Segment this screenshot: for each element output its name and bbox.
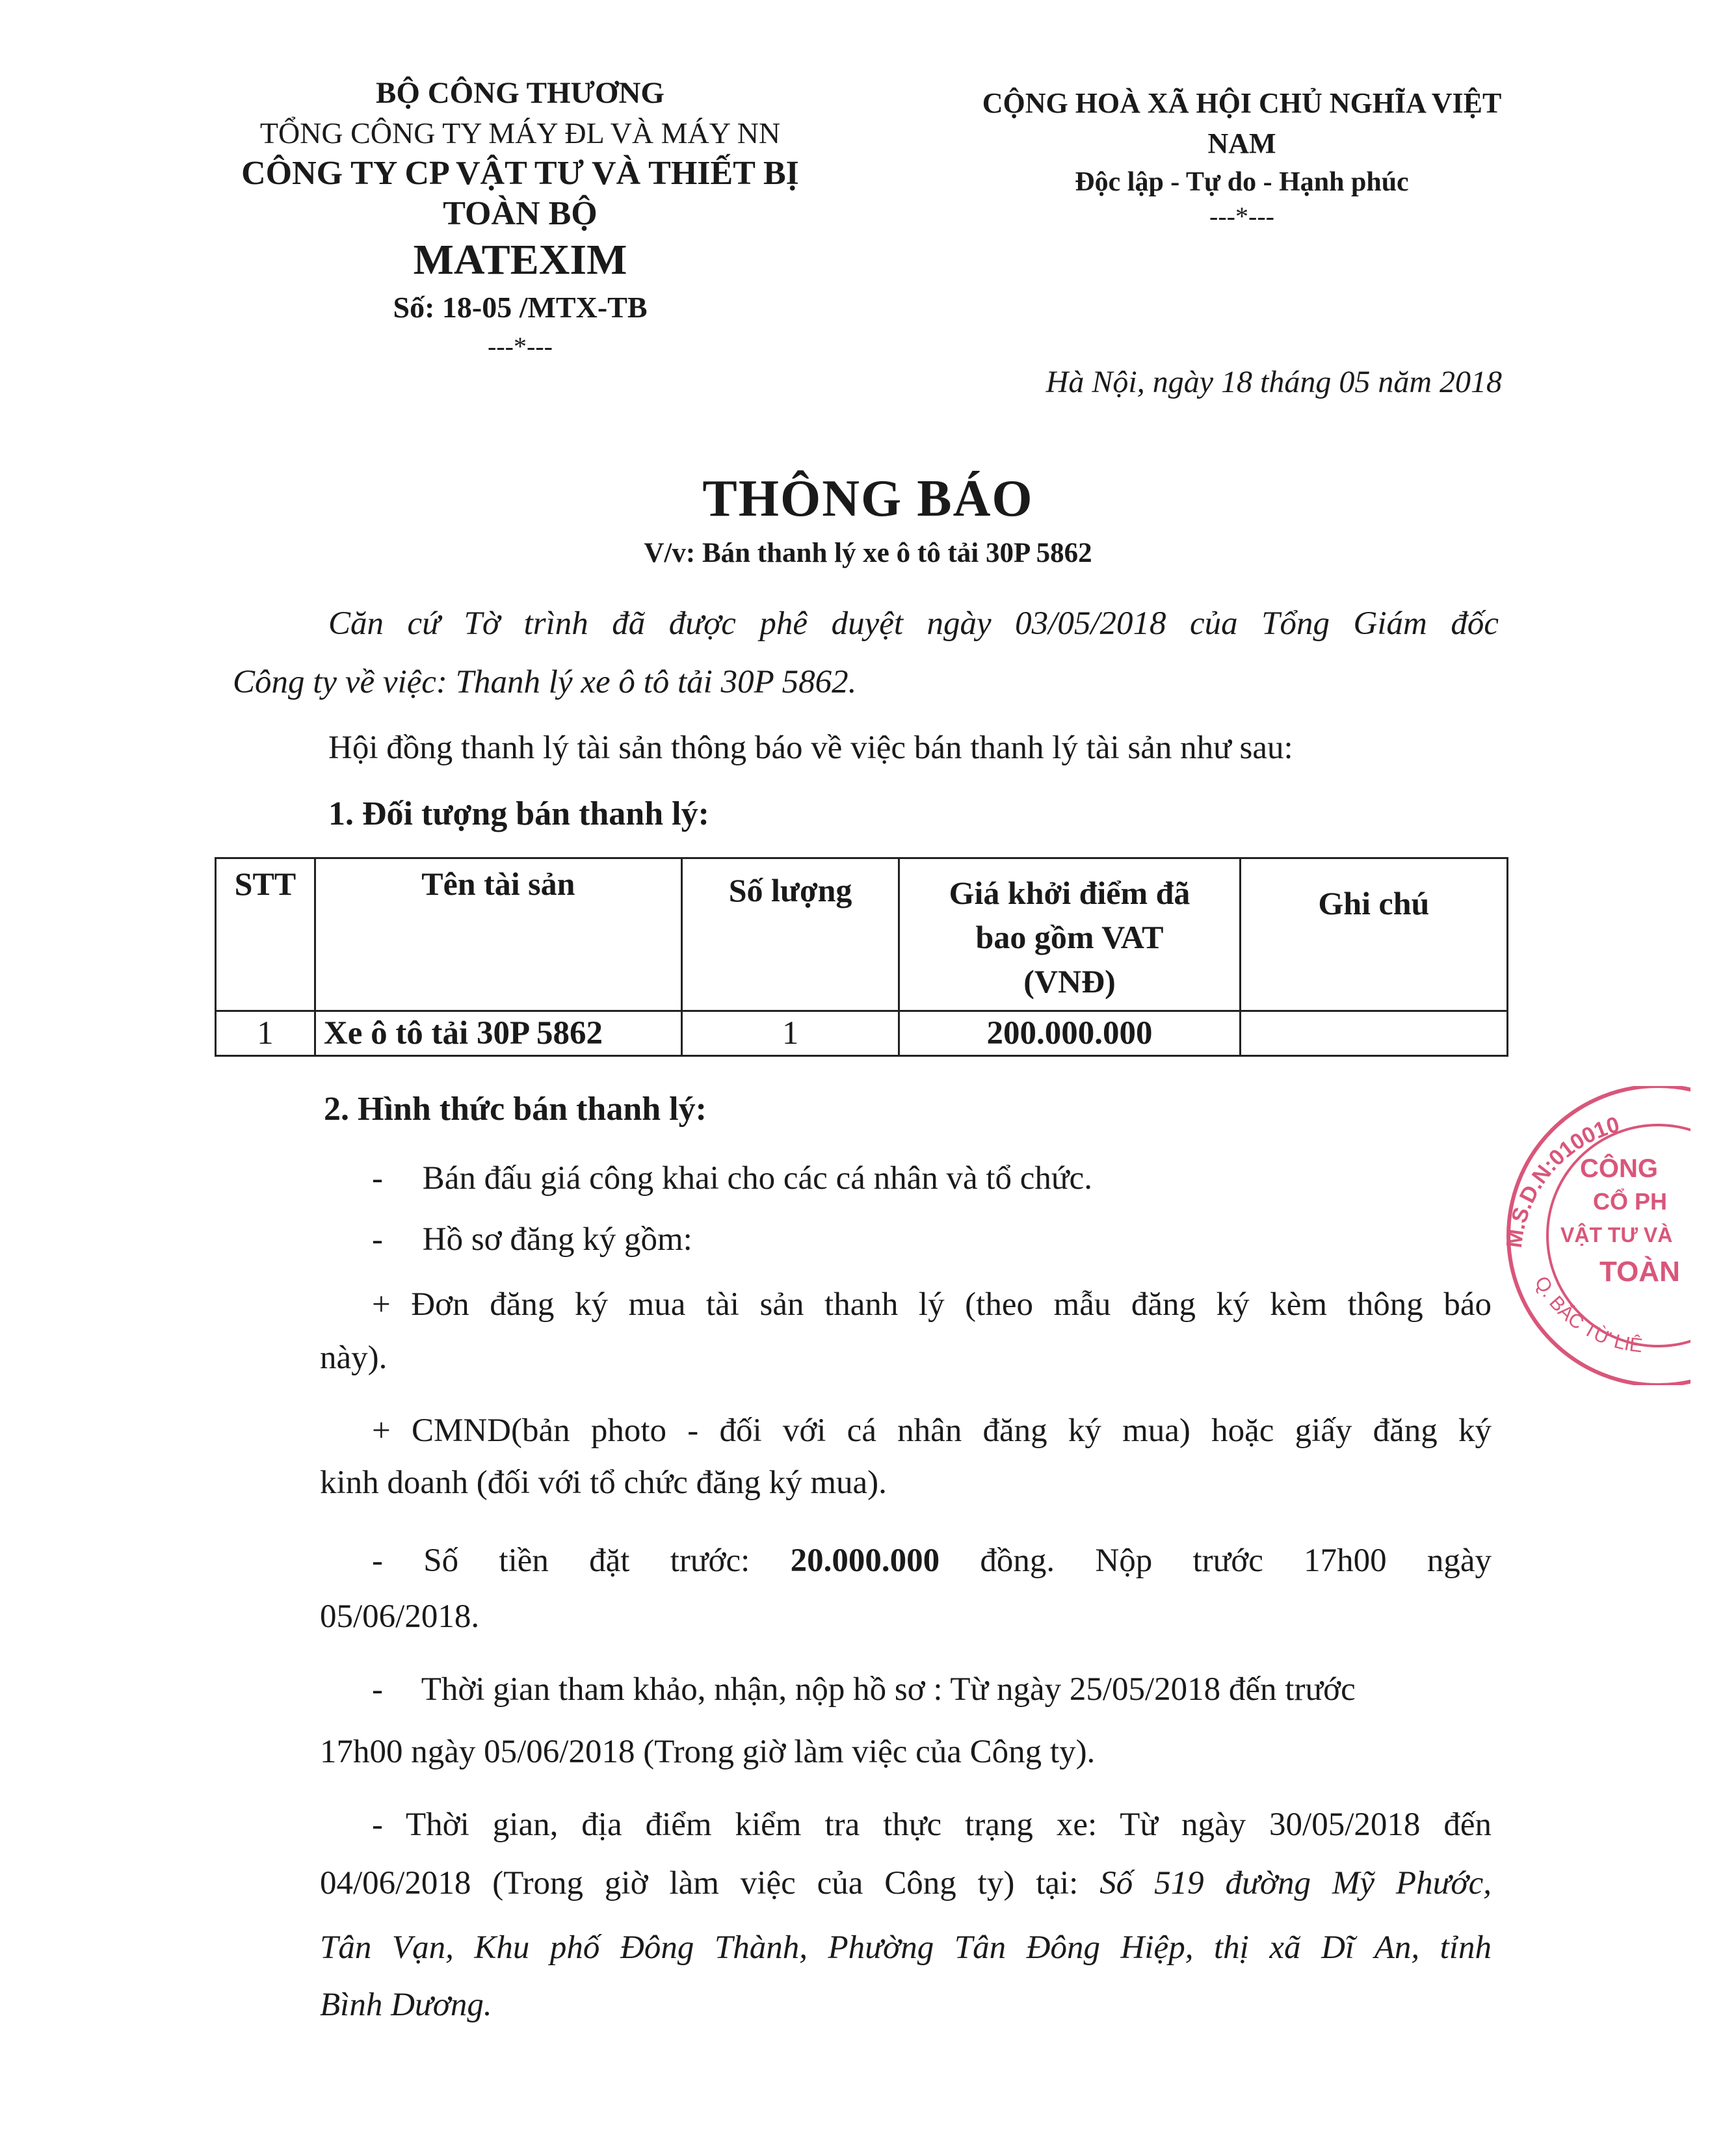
inspection-dates: 04/06/2018 (Trong giờ làm việc của Công ty) tại:: [320, 1865, 1100, 1901]
document-subtitle: V/v: Bán thanh lý xe ô tô tải 30P 5862: [644, 538, 1092, 568]
header-note: [1240, 858, 1507, 1011]
deposit-amount: 20.000.000: [790, 1543, 940, 1579]
ministry-name: BỘ CÔNG THƯƠNG: [376, 76, 664, 110]
inspection-address-start: Số 519 đường Mỹ Phước,: [1099, 1865, 1492, 1901]
cell-quantity: 1: [681, 1011, 899, 1056]
header-price-line-1: Giá khởi điểm đã: [949, 875, 1190, 911]
bullet-registration-docs-text: Hồ sơ đăng ký gồm:: [422, 1221, 692, 1258]
stamp-bottom-path: Q. BẮC TỪ LIÊ: [1530, 1273, 1644, 1357]
header-left: [195, 73, 845, 364]
header-note-text: Ghi chú: [1318, 885, 1430, 921]
national-motto: Độc lập - Tự do - Hạnh phúc: [1075, 167, 1409, 197]
inspection-line-1: [372, 1799, 1492, 1851]
section-1-heading: 1. Đối tượng bán thanh lý:: [328, 795, 709, 832]
header-stt: STT: [216, 858, 315, 1011]
corporation-name: TỔNG CÔNG TY MÁY ĐL VÀ MÁY NN: [259, 116, 781, 150]
brand-name: MATEXIM: [413, 236, 627, 284]
stamp-line-2: CỔ PH: [1593, 1188, 1668, 1215]
stamp-line-1: CÔNG: [1580, 1154, 1658, 1183]
section-2-heading: 2. Hình thức bán thanh lý:: [324, 1091, 707, 1128]
header-left-separator: ---*---: [488, 332, 553, 361]
document-title: THÔNG BÁO: [702, 470, 1034, 527]
deposit-rest: đồng. Nộp trước 17h00 ngày: [980, 1543, 1492, 1579]
company-stamp: [1495, 1086, 1690, 1385]
sub-item-2-line-2: kinh doanh (đối với tổ chức đăng ký mua).: [320, 1464, 887, 1501]
intro-line-2: Công ty về việc: Thanh lý xe ô tô tải 30P 5862.: [233, 664, 857, 700]
deposit-label: Số tiền đặt trước:: [423, 1543, 750, 1579]
deposit-line-1: [372, 1535, 1492, 1587]
stamp-line-4: TOÀN: [1599, 1256, 1680, 1288]
bullet-registration-docs: [372, 1220, 1477, 1259]
asset-table: [215, 857, 1508, 1057]
bullet-public-auction: [372, 1159, 1477, 1198]
cell-note: [1240, 1011, 1507, 1056]
reference-time-text: Thời gian tham khảo, nhận, nộp hồ sơ : Từ ngày 25/05/2018 đến trước: [421, 1671, 1356, 1708]
header-quantity-text: Số lượng: [728, 872, 852, 908]
dash: -: [372, 1160, 383, 1197]
dash: -: [372, 1807, 383, 1843]
inspection-text: Thời gian, địa điểm kiểm tra thực trạng xe: Từ ngày 30/05/2018 đến: [406, 1807, 1492, 1843]
header-quantity: [681, 858, 899, 1011]
intro-line-3: Hội đồng thanh lý tài sản thông báo về việc bán thanh lý tài sản như sau:: [328, 730, 1293, 766]
inspection-line-3: Tân Vạn, Khu phố Đông Thành, Phường Tân Đông Hiệp, thị xã Dĩ An, tỉnh: [320, 1929, 1492, 1966]
header-asset-name: Tên tài sản: [315, 858, 681, 1011]
header-price-line-3: (VNĐ): [1023, 963, 1116, 1000]
sub-item-1-line-1: + Đơn đăng ký mua tài sản thanh lý (theo mẫu đăng ký kèm thông báo: [372, 1286, 1492, 1323]
cell-asset-name: Xe ô tô tải 30P 5862: [315, 1011, 681, 1056]
sub-item-2-line-1: + CMND(bản photo - đối với cá nhân đăng ký mua) hoặc giấy đăng ký: [372, 1412, 1492, 1449]
deposit-line-2: 05/06/2018.: [320, 1598, 480, 1635]
sub-item-1-line-2: này).: [320, 1340, 388, 1376]
dash: -: [372, 1543, 383, 1579]
reference-time-line-1: [372, 1663, 1497, 1715]
table-header-row: [216, 858, 1508, 1011]
dash: -: [372, 1221, 383, 1258]
stamp-line-3: VẬT TƯ VÀ: [1560, 1223, 1673, 1247]
inspection-line-2: [320, 1857, 1492, 1909]
date-line: Hà Nội, ngày 18 tháng 05 năm 2018: [1046, 365, 1502, 399]
company-name: CÔNG TY CP VẬT TƯ VÀ THIẾT BỊ TOÀN BỘ: [241, 155, 799, 232]
country-name: CỘNG HOÀ XÃ HỘI CHỦ NGHĨA VIỆT NAM: [982, 87, 1502, 159]
header-right: [949, 83, 1534, 233]
document-number: Số: 18-05 /MTX-TB: [393, 291, 648, 324]
cell-price: 200.000.000: [899, 1011, 1240, 1056]
bullet-public-auction-text: Bán đấu giá công khai cho các cá nhân và tổ chức.: [422, 1160, 1092, 1197]
header-price-line-2: bao gồm VAT: [975, 919, 1164, 955]
inspection-line-4: Bình Dương.: [320, 1987, 492, 2023]
stamp-msdn-path: M.S.D.N:010010: [1501, 1112, 1623, 1250]
header-price: [899, 858, 1240, 1011]
cell-stt: 1: [216, 1011, 315, 1056]
header-right-separator: ---*---: [1209, 202, 1274, 231]
table-row: [216, 1011, 1508, 1056]
dash: -: [372, 1671, 383, 1708]
reference-time-line-2: 17h00 ngày 05/06/2018 (Trong giờ làm việc của Công ty).: [320, 1734, 1096, 1770]
intro-line-1: Căn cứ Tờ trình đã được phê duyệt ngày 03/05/2018 của Tổng Giám đốc: [328, 605, 1499, 642]
